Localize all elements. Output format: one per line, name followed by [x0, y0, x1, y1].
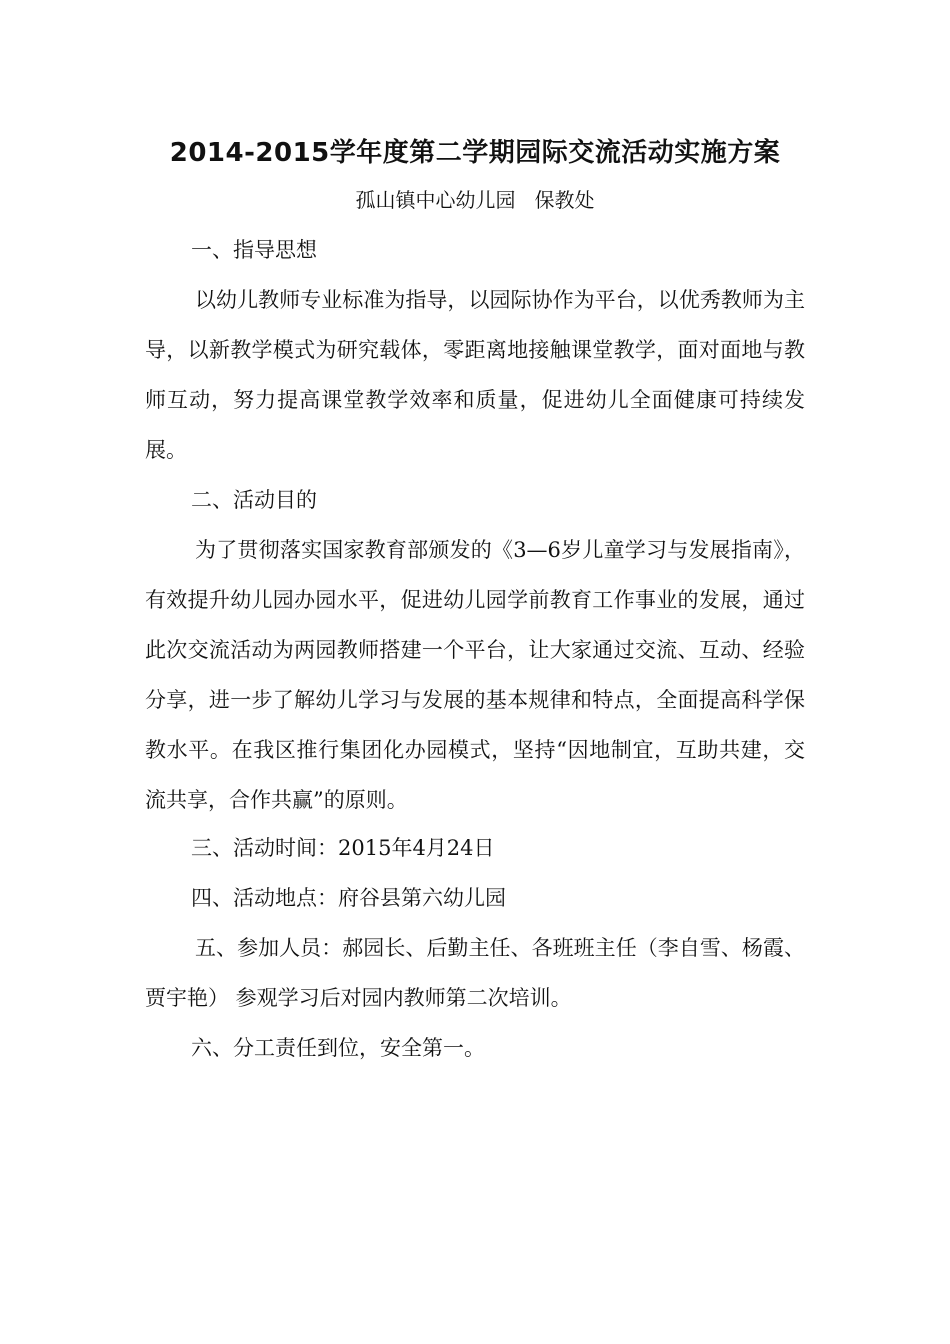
- section-4-heading: 四、活动地点：府谷县第六幼儿园: [191, 886, 506, 910]
- section-5: [145, 923, 805, 1023]
- section-6: [145, 1023, 805, 1073]
- section-3-heading: 三、活动时间：2015年4月24日: [191, 836, 495, 860]
- section-5-text: 五、参加人员：郝园长、后勤主任、各班班主任（李自雪、杨霞、贾宇艳） 参观学习后对园内教师第二次培训。: [145, 936, 805, 1010]
- section-1-text: 以幼儿教师专业标准为指导，以园际协作为平台，以优秀教师为主导，以新教学模式为研究载体，零距离地接触课堂教学，面对面地与教师互动，努力提高课堂教学效率和质量，促进幼儿全面健康可持续发展。: [145, 288, 805, 462]
- document-subtitle: 孤山镇中心幼儿园 保教处: [355, 188, 595, 212]
- section-1-heading: 一、指导思想: [191, 238, 317, 262]
- section-2-text: 为了贯彻落实国家教育部颁发的《3—6岁儿童学习与发展指南》，有效提升幼儿园办园水平，促进幼儿园学前教育工作事业的发展，通过此次交流活动为两园教师搭建一个平台，让大家通过交流、互动、经验分享，进一步了解幼儿学习与发展的基本规律和特点，全面提高科学保教水平。在我区推行集团化办园模式，坚持“因地制宜，互助共建，交流共享，合作共赢”的原则。: [145, 538, 805, 812]
- section-2-heading: 二、活动目的: [191, 488, 317, 512]
- section-4: [145, 873, 805, 923]
- document-title: 2014-2015学年度第二学期园际交流活动实施方案: [169, 138, 781, 168]
- section-3: [145, 823, 805, 873]
- section-1: [145, 225, 805, 475]
- section-6-heading: 六、分工责任到位，安全第一。: [191, 1036, 485, 1060]
- section-2: [145, 475, 805, 825]
